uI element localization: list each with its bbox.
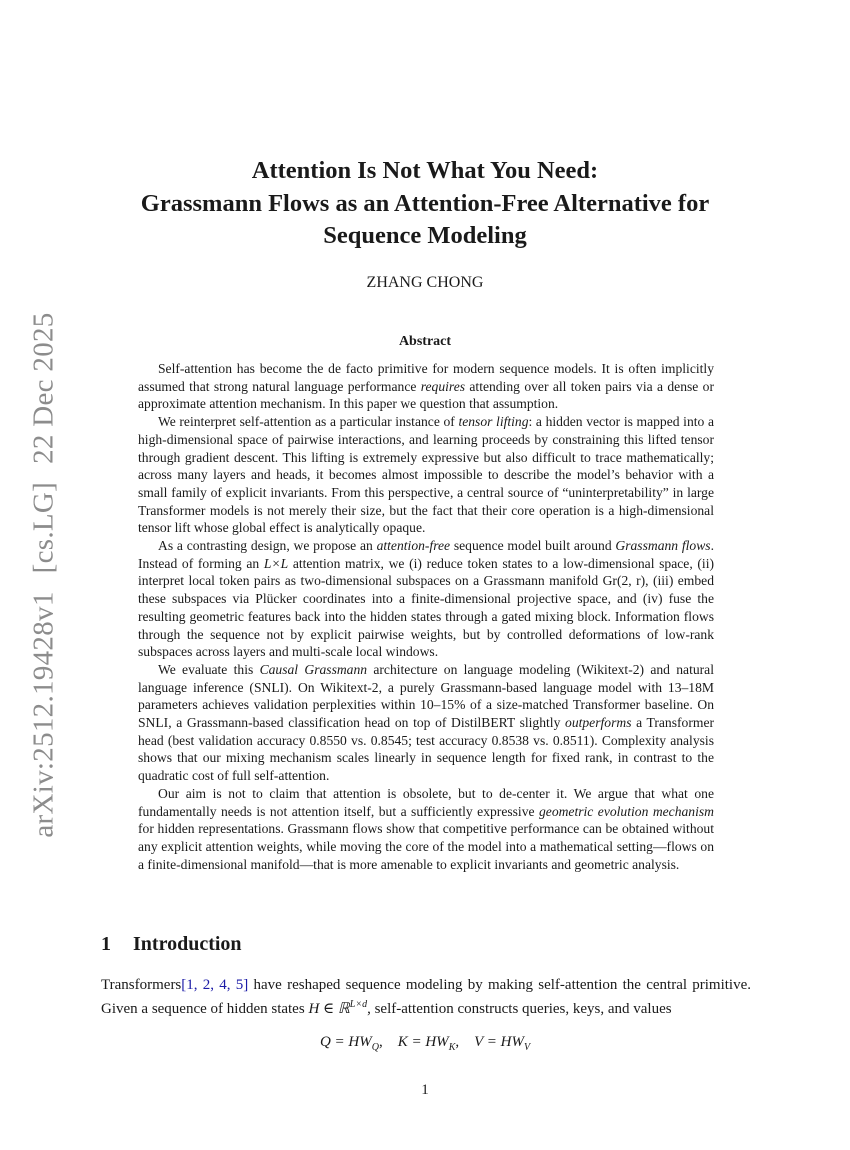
arxiv-identifier-stamp [28, 312, 61, 837]
title-line-3: Sequence Modeling [323, 222, 527, 249]
section-number: 1 [101, 933, 111, 955]
display-equation: $Q = HW_Q$, $K = HW_K$, $V = HW_V$ [319, 1034, 531, 1053]
title-line-1: Attention Is Not What You Need: [251, 157, 599, 184]
abstract-paragraph: We reinterpret self-attention as a particular instance of tensor lifting: a hidden vector is mapped into a high-dimensional space of pairwise interactions, and learning proceeds by constraining this lifted tensor through gradient descent. This lifting is extremely expressive but also difficult to trace mathematically; across many layers and heads, it becomes almost impossible to describe the model’s behavior with a small family of explicit invariants. From this perspective, a central source of “uninterpretability” in large Transformer models is not merely their size, but the fact that their core operation is a high-dimensional tensor lift whose global effect is analytically opaque. [138, 414, 714, 536]
section-heading-introduction [101, 933, 242, 956]
paper-title [90, 155, 760, 253]
abstract-paragraph: As a contrasting design, we propose an attention-free sequence model built around Grassmann flows. Instead of forming an L×L attention matrix, we (i) reduce token states to a low-dimensional space, (ii) interpret local token pairs as two-dimensional subspaces on a Grassmann manifold Gr(2, r), (iii) embed these subspaces via Plücker coordinates into a finite-dimensional projective space, and (iv) fuse the resulting geometric features back into the hidden states through a gated mixing block. Information flows through the sequence not by explicit pairwise weights, but by controlled deformations of low-rank subspaces across layers and multi-scale local windows. [138, 538, 714, 660]
abstract-paragraph: Self-attention has become the de facto primitive for modern sequence models. It is often implicitly assumed that strong natural language performance requires attending over all token pairs via a dense or approximate attention mechanism. In this paper we question that assumption. [138, 361, 715, 412]
author-name: ZHANG CHONG [366, 274, 484, 291]
inline-math: Gr(2, r) [602, 573, 646, 589]
emphasis: outperforms [565, 715, 632, 731]
arxiv-category: [cs.LG] [27, 481, 60, 574]
emphasis: requires [420, 378, 466, 394]
abstract-heading: Abstract [398, 334, 452, 349]
emphasis: Causal Grassmann [259, 661, 368, 677]
emphasis: attention-free [376, 538, 451, 554]
citation-link[interactable]: 5 [235, 977, 244, 993]
inline-math: H ∈ ℝ [308, 1001, 350, 1017]
title-line-2: Grassmann Flows as an Attention-Free Alternative for [140, 189, 710, 217]
page-number: 1 [421, 1082, 429, 1098]
abstract-body [138, 360, 714, 873]
abstract-paragraph: We evaluate this Causal Grassmann architecture on language modeling (Wikitext-2) and natural language inference (SNLI). On Wikitext-2, a purely Grassmann-based language model with 13–18M parameters achieves validation perplexities within 10–15% of a size-matched Transformer baseline. On SNLI, a Grassmann-based classification head on top of DistilBERT slightly outperforms a Transformer head (best validation accuracy 0.8550 vs. 0.8545; test accuracy 0.8538 vs. 0.8511). Complexity analysis shows that our mixing mechanism scales linearly in sequence length for fixed rank, in contrast to the quadratic cost of full self-attention. [138, 661, 715, 784]
section-title: Introduction [133, 933, 242, 955]
emphasis: Grassmann flows [615, 538, 711, 554]
emphasis: tensor lifting [458, 414, 529, 430]
citation-link[interactable]: 1 [186, 977, 194, 993]
emphasis: geometric evolution mechanism [538, 803, 714, 819]
inline-math-superscript: L×d [349, 999, 368, 1010]
citation-link[interactable]: 2 [202, 977, 211, 993]
introduction-body [101, 975, 751, 1019]
inline-math: L×L [263, 555, 289, 571]
citation-link[interactable]: 4 [219, 977, 227, 993]
arxiv-id: arXiv:2512.19428v1 [27, 591, 60, 838]
abstract-paragraph: Our aim is not to claim that attention is obsolete, but to de-center it. We argue that what one fundamentally needs is not attention itself, but a sufficiently expressive geometric evolution mechanism for hidden representations. Grassmann flows show that competitive performance can be obtained without any explicit attention weights, while moving the core of the model into a mathematical setting—flows on a finite-dimensional manifold—that is more amenable to explicit invariants and geometric analysis. [138, 785, 714, 872]
intro-paragraph: Transformers[1, 2, 4, 5] have reshaped sequence modeling by making self-attention the central primitive. Given a sequence of hidden states H ∈ ℝ$^{L\times d}$, self-attention constructs queries, keys, and values [101, 977, 752, 1017]
arxiv-date: 22 Dec 2025 [27, 312, 60, 464]
